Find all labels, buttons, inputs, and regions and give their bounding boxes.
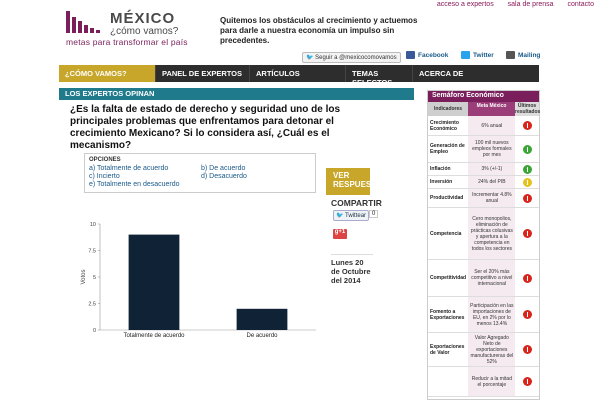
semaforo-row bbox=[428, 116, 539, 136]
semaforo-row bbox=[428, 260, 539, 297]
nav-acerca-de[interactable]: ACERCA DE bbox=[419, 69, 464, 78]
option-c[interactable]: c) Incierto bbox=[89, 173, 120, 180]
col-indicators: Indicadores bbox=[428, 102, 468, 116]
semaforo-meta: Cero monopolios, eliminación de prácticas colusivas y apertura a la competencia en todos los sectores bbox=[468, 208, 515, 259]
semaforo-indicator[interactable]: Generación de Empleo bbox=[430, 143, 465, 155]
twitter-small-icon: 🐦 bbox=[336, 213, 344, 219]
semaforo-result bbox=[515, 274, 539, 283]
twitter-label: Twitter bbox=[473, 51, 494, 59]
semaforo-indicator[interactable]: Exportaciones de Valor bbox=[430, 343, 465, 356]
semaforo-meta: 6% anual bbox=[468, 116, 515, 135]
tweet-button[interactable] bbox=[333, 210, 369, 221]
col-results: Últimos resultados bbox=[515, 103, 541, 115]
follow-label: Seguir a @mexicocomovamos bbox=[315, 55, 397, 61]
semaforo-result bbox=[515, 345, 539, 354]
x-tick-label: Totalmente de acuerdo bbox=[123, 333, 185, 339]
twitter-link[interactable] bbox=[461, 51, 494, 59]
section-title: LOS EXPERTOS OPINAN bbox=[59, 88, 414, 100]
x-tick-label: De acuerdo bbox=[246, 333, 278, 339]
site-logo[interactable] bbox=[66, 10, 196, 50]
semaforo-columns bbox=[428, 102, 539, 116]
semaforo-result bbox=[515, 165, 539, 174]
semaforo-meta: Participación en las importaciones de EU, en 2% por lo menos 13.4% bbox=[468, 297, 515, 332]
semaforo-meta: Valor Agregado Neto de exportaciones manufactureras del 52% bbox=[468, 333, 515, 366]
mail-icon bbox=[506, 51, 515, 59]
gplus-button[interactable]: g+1 bbox=[333, 229, 347, 239]
semaforo-row bbox=[428, 189, 539, 208]
options-header: OPCIONES bbox=[89, 157, 121, 163]
status-red-icon bbox=[523, 229, 532, 238]
chart-bar bbox=[237, 309, 288, 330]
semaforo-result bbox=[515, 145, 539, 154]
semaforo-row bbox=[428, 163, 539, 176]
semaforo-row bbox=[428, 176, 539, 189]
option-d[interactable]: d) Desacuerdo bbox=[201, 173, 247, 180]
col-meta: Meta México bbox=[468, 102, 515, 116]
link-sala-prensa[interactable]: sala de prensa bbox=[507, 1, 554, 8]
semaforo-row bbox=[428, 208, 539, 260]
nav-articulos[interactable]: ARTÍCULOS bbox=[250, 65, 346, 82]
votes-chart bbox=[81, 218, 320, 344]
nav-panel-expertos[interactable]: PANEL DE EXPERTOS bbox=[156, 65, 250, 82]
main-nav bbox=[59, 65, 539, 87]
status-green-icon bbox=[523, 145, 532, 154]
status-red-icon bbox=[523, 274, 532, 283]
status-red-icon bbox=[523, 345, 532, 354]
facebook-icon bbox=[406, 51, 415, 59]
y-tick-label: 5 bbox=[92, 275, 96, 281]
poll-date: Lunes 20 de Octubre del 2014 bbox=[331, 254, 373, 285]
twitter-bird-icon: 🐦 bbox=[306, 55, 314, 61]
semaforo-indicator[interactable]: Inflación bbox=[430, 166, 451, 172]
semaforo-rows bbox=[428, 116, 539, 397]
logo-tagline: metas para transformar el país bbox=[66, 37, 188, 47]
semaforo-row bbox=[428, 136, 539, 163]
header-tagline: Quitemos los obstáculos al crecimiento y actuemos para darle a nuestra economía un impulso sin precedentes. bbox=[220, 16, 418, 45]
semaforo-meta: 24% del PIB bbox=[468, 176, 515, 188]
link-contacto[interactable]: contacto bbox=[567, 1, 594, 8]
status-green-icon bbox=[523, 165, 532, 174]
facebook-link[interactable] bbox=[406, 51, 448, 59]
semaforo-indicator[interactable]: Fomento a Exportaciones bbox=[430, 308, 465, 321]
semaforo-panel bbox=[427, 90, 540, 400]
semaforo-indicator[interactable]: Inversión bbox=[430, 179, 453, 185]
status-red-icon bbox=[523, 310, 532, 319]
mailing-link[interactable] bbox=[506, 51, 540, 59]
semaforo-indicator[interactable]: Competencia bbox=[430, 230, 462, 237]
nav-como-vamos[interactable]: ¿CÓMO VAMOS? bbox=[59, 65, 156, 82]
y-tick-label: 0 bbox=[92, 328, 96, 334]
option-b[interactable]: b) De acuerdo bbox=[201, 165, 246, 172]
y-axis-label: Votos bbox=[81, 269, 87, 285]
semaforo-title: Semáforo Económico bbox=[428, 91, 539, 102]
status-yellow-icon bbox=[523, 178, 532, 187]
y-tick-label: 10 bbox=[89, 222, 96, 228]
facebook-label: Facebook bbox=[418, 51, 449, 59]
link-acceso-expertos[interactable]: acceso a expertos bbox=[436, 1, 494, 8]
semaforo-row bbox=[428, 297, 539, 333]
semaforo-result bbox=[515, 121, 539, 130]
semaforo-row bbox=[428, 367, 539, 397]
view-answers-button[interactable]: VER RESPUESTAS bbox=[326, 168, 370, 195]
chart-bar bbox=[129, 235, 180, 330]
follow-twitter-button[interactable] bbox=[302, 52, 401, 63]
options-box bbox=[84, 153, 316, 193]
status-red-icon bbox=[523, 377, 532, 386]
semaforo-meta: 3% (+/-1) bbox=[468, 163, 515, 175]
logo-subtitle: ¿cómo vamos? bbox=[110, 26, 179, 37]
logo-title: MÉXICO bbox=[110, 10, 176, 27]
y-tick-label: 7.5 bbox=[88, 248, 96, 255]
semaforo-indicator[interactable]: Crecimiento Económico bbox=[430, 119, 459, 132]
semaforo-result bbox=[515, 310, 539, 319]
semaforo-meta: Incrementar 4.8% anual bbox=[468, 189, 515, 207]
semaforo-indicator[interactable]: Productividad bbox=[430, 195, 464, 201]
share-title: COMPARTIR bbox=[331, 198, 382, 208]
y-tick-label: 2.5 bbox=[88, 301, 96, 308]
top-links bbox=[431, 1, 600, 8]
semaforo-meta: 100 mil nuevos empleos formales por mes bbox=[468, 136, 515, 162]
poll-question: ¿Es la falta de estado de derecho y seguridad uno de los principales problemas que enfrentamos para detonar el crecimiento Mexicano? Si lo considera así, ¿Cuál es el mecanismo? bbox=[70, 104, 341, 151]
tweet-count: 0 bbox=[369, 210, 378, 218]
option-a[interactable]: a) Totalmente de acuerdo bbox=[89, 165, 169, 172]
twitter-icon bbox=[461, 51, 470, 59]
semaforo-meta: Reducir a la mitad el porcentaje bbox=[468, 367, 515, 396]
nav-temas-selectos[interactable]: TEMAS SELECTOS bbox=[346, 65, 413, 82]
option-e[interactable]: e) Totalmente en desacuerdo bbox=[89, 181, 180, 188]
tweet-label: Twittear bbox=[345, 213, 367, 219]
semaforo-result bbox=[515, 178, 539, 187]
votes-chart-svg bbox=[81, 218, 320, 344]
semaforo-indicator[interactable]: Competitividad bbox=[430, 275, 467, 281]
semaforo-meta: Ser el 20% más competitivo a nivel internacional bbox=[468, 260, 515, 296]
logo-bars-icon bbox=[66, 11, 106, 33]
semaforo-result bbox=[515, 194, 539, 203]
semaforo-result bbox=[515, 377, 539, 386]
status-red-icon bbox=[523, 194, 532, 203]
semaforo-row bbox=[428, 333, 539, 367]
status-red-icon bbox=[523, 121, 532, 130]
mailing-label: Mailing bbox=[518, 51, 541, 59]
semaforo-result bbox=[515, 229, 539, 238]
